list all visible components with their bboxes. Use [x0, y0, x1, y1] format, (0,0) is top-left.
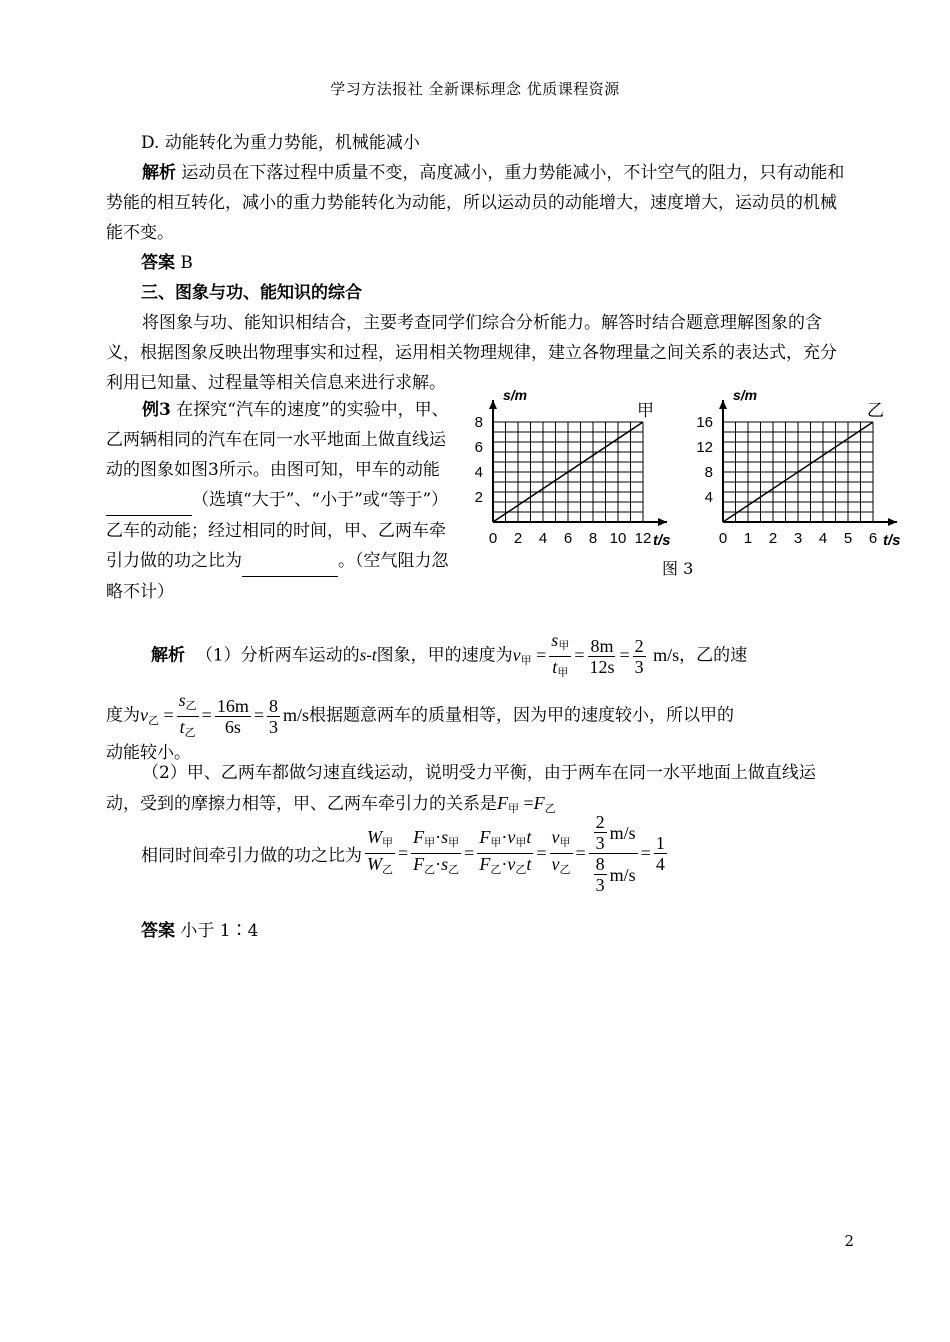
x-tick-label: 6	[563, 530, 573, 547]
x-axis-label: t/s	[883, 532, 901, 549]
example-3	[106, 395, 454, 607]
t-symbol: t	[526, 854, 532, 874]
x-tick-label: 0	[488, 530, 498, 547]
figure-3-charts	[465, 388, 910, 558]
F-symbol: F	[479, 854, 491, 874]
fraction	[365, 827, 395, 880]
subscript: 乙	[424, 864, 436, 876]
y-tick-label: 12	[696, 439, 713, 456]
subscript: 乙	[515, 864, 527, 876]
y-tick-label: 4	[474, 464, 483, 481]
subscript: 甲	[490, 837, 502, 849]
x-axis-arrow	[888, 518, 897, 526]
subscript: 甲	[448, 837, 460, 849]
example-text-b: （选填“大于”、“小于”或“等于”）乙车的动能；经过相同的时间，甲、乙两车牵引力做的功之比为	[106, 490, 449, 571]
v-yi-formula: $v_乙$ = $\frac{s_乙}{t_乙}$ = $\frac{16m}{6s}$ = $\frac{8}{3}$ m/s	[140, 705, 309, 725]
fraction	[550, 827, 573, 880]
answer-2	[141, 916, 881, 946]
v-jia-formula: $v_甲$ = $\frac{s_甲}{t_甲}$ = $\frac{8m}{12s}$ = $\frac{2}{3}$ m/s	[513, 645, 680, 665]
subscript: 乙	[382, 864, 393, 876]
num: 8	[595, 854, 605, 874]
fraction	[177, 690, 199, 743]
text: 度为	[106, 705, 140, 726]
answer-2-text: 小于 1∶4	[180, 921, 259, 941]
subscript: 乙	[184, 727, 196, 739]
fraction	[594, 812, 607, 853]
example-text-c: 。（空气阻力忽略不计）	[106, 551, 449, 602]
fraction: $\frac{F_甲\cdot v_甲t}{F_乙\cdot v_乙t}$	[479, 827, 532, 876]
analysis-2-line-2	[106, 690, 851, 743]
num: 1	[655, 833, 665, 853]
answer-text: B	[180, 253, 193, 273]
chart-jia	[475, 388, 671, 549]
text: （1）分析两车运动的	[195, 645, 360, 666]
den: 12s	[589, 657, 615, 677]
den: 3	[634, 657, 644, 677]
answer-2-label: 答案	[141, 921, 175, 941]
x-tick-label: 1	[743, 530, 753, 547]
F-symbol: F	[413, 854, 425, 874]
t-symbol: t	[179, 717, 185, 737]
y-tick-label: 2	[474, 489, 483, 506]
t-symbol: t	[526, 827, 532, 847]
work-ratio-line	[141, 812, 861, 895]
num: 2	[595, 812, 605, 832]
x-tick-label: 4	[538, 530, 548, 547]
v-symbol: v	[512, 644, 521, 665]
fraction	[267, 696, 280, 737]
subscript: 甲	[520, 654, 532, 667]
den: 3	[269, 717, 278, 737]
subscript: 乙	[490, 864, 502, 876]
F-symbol: F	[533, 793, 545, 813]
den: 3	[595, 875, 605, 895]
F-symbol: F	[479, 827, 491, 847]
analysis-1	[106, 158, 846, 248]
subscript: 乙	[544, 803, 556, 815]
x-tick-label: 3	[793, 530, 803, 547]
analysis-text: 运动员在下落过程中质量不变，高度减小，重力势能减小，不计空气的阻力，只有动能和势能的相互转化，减小的重力势能转化为动能，所以运动员的动能增大，速度增大，运动员的机械能不变。	[106, 163, 845, 243]
x-tick-label: 0	[718, 530, 728, 547]
y-axis-label: s/m	[733, 388, 758, 403]
text: ，乙的速	[679, 645, 748, 666]
chart-yi	[696, 388, 900, 549]
fraction: $\frac{F_甲\cdot s_甲}{F_乙\cdot s_乙}$	[413, 827, 460, 876]
example-label: 例3	[142, 400, 171, 420]
unit: m/s	[283, 704, 310, 725]
text: 图象，甲的速度为	[376, 645, 513, 666]
work-ratio-formula: $\frac{W_甲}{W_乙}$ = $\frac{F_甲\cdot s_甲}{F_乙\cdot s_乙}$ = $\frac{F_甲\cdot v_甲t}{F_乙\cdot v_乙t}$ = $\frac{v_甲}{v_乙}$ = $\frac{2}{3}$ m/s $\frac{8}{3}$ m/s = $\frac{1}{4}$	[367, 812, 665, 895]
y-axis-arrow	[719, 400, 727, 409]
x-axis-arrow	[658, 518, 667, 526]
x-tick-label: 2	[768, 530, 778, 547]
den: 6s	[224, 717, 241, 737]
text: 根据题意两车的质量相等，因为甲的速度较小，所以甲的	[309, 705, 735, 726]
y-tick-label: 4	[704, 489, 713, 506]
analysis-2-line-1	[151, 630, 851, 683]
page-header: 学习方法报社 全新课标理念 优质课程资源	[330, 80, 620, 98]
page-number: 2	[844, 1232, 854, 1250]
y-tick-label: 8	[474, 414, 483, 431]
t-symbol: t	[552, 657, 558, 677]
unit: m/s	[609, 822, 636, 843]
figure-caption: 图 3	[662, 559, 694, 578]
fraction	[594, 854, 607, 895]
answer-blank-1[interactable]	[106, 485, 192, 516]
section-intro: 将图象与功、能知识相结合，主要考查同学们综合分析能力。解答时结合题意理解图象的含义，根据图象反映出物理事实和过程，运用相关物理规律，建立各物理量之间关系的表达式，充分利用已知量、过程量等相关信息来进行求解。	[106, 313, 837, 393]
num: 8m	[590, 636, 614, 656]
y-tick-label: 8	[704, 464, 713, 481]
s-symbol: s	[551, 630, 559, 650]
v-symbol: v	[140, 704, 148, 725]
s-symbol: s	[441, 827, 449, 847]
W-symbol: W	[367, 854, 382, 874]
analysis-label: 解析	[142, 163, 176, 183]
x-tick-label: 5	[843, 530, 853, 547]
s-symbol: s	[441, 854, 449, 874]
x-tick-label: 12	[634, 530, 652, 547]
subscript: 甲	[559, 837, 571, 849]
answer-1	[141, 248, 881, 278]
text: 相同时间牵引力做的功之比为	[141, 846, 362, 866]
subscript: 乙	[148, 714, 159, 727]
answer-blank-2[interactable]	[242, 546, 338, 577]
num: 8	[269, 696, 278, 716]
section-title: 三、图象与功、能知识的综合	[141, 283, 362, 303]
unit: m/s	[653, 644, 680, 665]
F-symbol: F	[497, 793, 508, 813]
analysis-2-label: 解析	[151, 645, 185, 666]
fraction	[633, 636, 646, 677]
y-axis-label: s/m	[503, 388, 528, 403]
subscript: 甲	[515, 837, 527, 849]
num: 16m	[216, 696, 249, 716]
fraction	[549, 630, 571, 683]
chart-title: 甲	[637, 401, 654, 420]
x-tick-label: 2	[513, 530, 523, 547]
answer-label: 答案	[141, 253, 175, 273]
subscript: 甲	[382, 837, 393, 849]
fraction	[215, 696, 251, 737]
y-tick-label: 6	[474, 439, 483, 456]
y-tick-label: 16	[696, 414, 713, 431]
x-tick-label: 4	[818, 530, 828, 547]
v-symbol: v	[551, 854, 560, 874]
fraction	[654, 833, 667, 874]
num: 2	[634, 636, 644, 656]
example-text-a: 在探究“汽车的速度”的实验中，甲、乙两辆相同的汽车在同一水平地面上做直线运动的图象如图3所示。由图可知，甲车的动能	[106, 400, 449, 480]
den: 3	[595, 833, 605, 853]
subscript: 甲	[424, 837, 436, 849]
s-symbol: s	[178, 690, 186, 710]
option-d: D. 动能转化为重力势能，机械能减小	[141, 133, 420, 153]
x-tick-label: 8	[588, 530, 598, 547]
unit: m/s	[609, 864, 636, 885]
force-relation: $F_甲 =F_乙$	[497, 793, 556, 815]
st-label: s-t	[359, 645, 377, 665]
analysis-2-line-3: 动能较小。	[106, 743, 191, 763]
compound-fraction	[589, 812, 638, 895]
W-symbol: W	[367, 827, 382, 847]
subscript: 乙	[185, 700, 197, 712]
chart-title: 乙	[867, 401, 884, 420]
x-tick-label: 10	[609, 530, 627, 547]
y-axis-arrow	[489, 400, 497, 409]
fraction	[587, 636, 616, 677]
subscript: 甲	[558, 640, 570, 652]
v-symbol: v	[507, 854, 516, 874]
subscript: 甲	[508, 803, 519, 815]
F-symbol: F	[413, 827, 425, 847]
x-axis-label: t/s	[653, 532, 671, 549]
subscript: 甲	[557, 667, 569, 679]
text: （2）甲、乙两车都做匀速直线运动，说明受力平衡，由于两车在同一水平地面上做直线运动，受到的摩擦力相等，甲、乙两车牵引力的关系是	[106, 763, 816, 814]
x-tick-label: 6	[868, 530, 878, 547]
subscript: 乙	[559, 864, 571, 876]
v-symbol: v	[507, 827, 516, 847]
subscript: 乙	[448, 864, 460, 876]
v-symbol: v	[551, 827, 560, 847]
den: 4	[655, 854, 665, 874]
